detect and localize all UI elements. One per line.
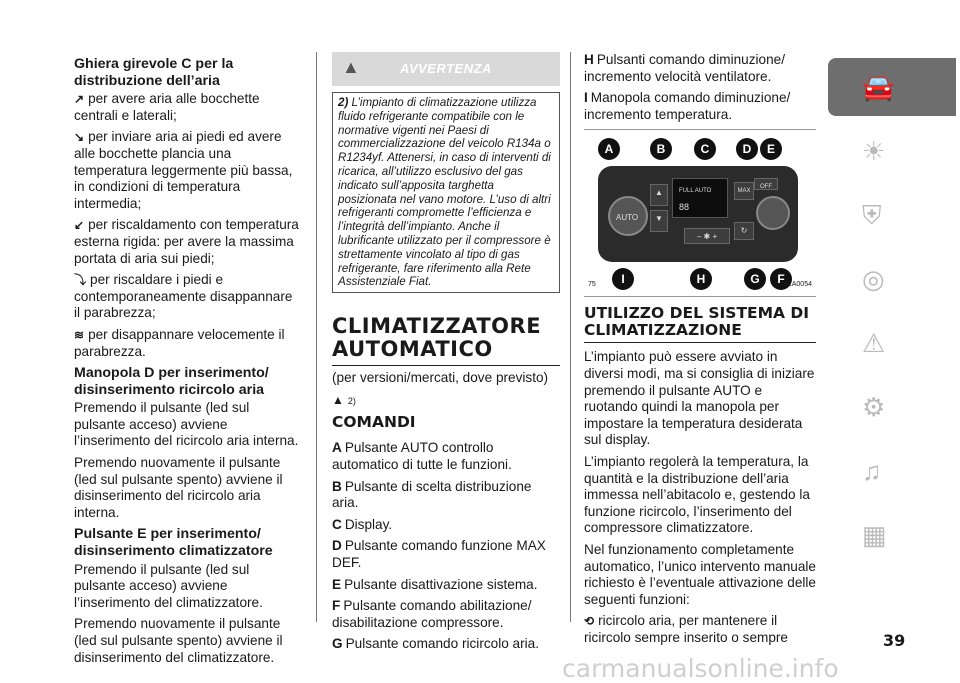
control-item	[584, 52, 816, 85]
control-item	[332, 598, 560, 631]
controls-list-continued	[584, 52, 816, 123]
control-description: Display.	[344, 516, 393, 532]
figure-callout: B	[650, 138, 672, 160]
off-button: OFF	[754, 178, 778, 190]
ref-note: ▲ 2)	[332, 392, 356, 407]
display-mode: FULL AUTO	[679, 188, 712, 195]
warning-box	[332, 92, 560, 293]
defrost-icon: ≋	[74, 327, 85, 342]
car-info-icon: 🚘	[862, 72, 895, 102]
heading-air-distribution: Ghiera girevole C per la distribuzione dell’aria	[74, 56, 234, 89]
control-description: Pulsante comando ricircolo aria.	[345, 636, 540, 652]
paragraph: Premendo il pulsante (led sul pulsante acceso) avviene l’inserimento del climatizzatore.	[74, 561, 263, 610]
figure-callout: F	[770, 268, 792, 290]
warning-header	[332, 52, 560, 86]
figure-callout: D	[736, 138, 758, 160]
control-letter: A	[332, 440, 342, 456]
section-title: CLIMATIZZATORE AUTOMATICO	[332, 315, 560, 366]
figure-callout: C	[694, 138, 716, 160]
warning-triangle-icon: ▲	[342, 57, 360, 77]
control-letter: E	[332, 576, 342, 592]
control-letter: D	[332, 538, 342, 554]
safety-icon: ⛨	[862, 200, 882, 230]
tab-warning-lights[interactable]	[828, 122, 956, 180]
control-letter: F	[332, 598, 341, 614]
recirculation-icon: ⟲	[584, 614, 595, 629]
column-divider	[316, 52, 317, 622]
column-3	[584, 52, 816, 651]
distribution-button: ▼	[650, 210, 668, 232]
control-letter: B	[332, 478, 342, 494]
paragraph: Premendo nuovamente il pulsante (led sul pulsante spento) avviene il disinserimento del climatizzatore.	[74, 616, 283, 665]
multimedia-icon: ♫	[862, 456, 882, 486]
control-description: Pulsante AUTO controllo automatico di tutte le funzioni.	[332, 440, 512, 472]
warning-title: AVVERTENZA	[400, 61, 492, 76]
paragraph: ↘ per inviare aria ai piedi ed avere alle bocchette plancia una temperatura leggermente più bassa, in condizioni di temperatura intermedia;	[74, 129, 293, 211]
tab-safety[interactable]	[828, 186, 956, 244]
paragraph: L’impianto regolerà la temperatura, la quantità e la distribuzione dell’aria immessa nell’abitacolo e, gestendo la funzione ricircolo, l’inserimento del compressore climatizzatore.	[584, 453, 810, 536]
page-number: 39	[883, 631, 906, 650]
column-divider	[570, 52, 571, 622]
control-description: Pulsante disattivazione sistema.	[344, 576, 538, 592]
paragraph: ≋ per disappannare velocemente il parabrezza.	[74, 326, 285, 359]
heading-climate-button: Pulsante E per inserimento/ disinserimento climatizzatore	[74, 526, 273, 560]
tab-emergency[interactable]	[828, 314, 956, 372]
control-letter: C	[332, 516, 342, 532]
paragraph: Premendo il pulsante (led sul pulsante acceso) avviene l’inserimento del ricircolo aria interna.	[74, 400, 299, 449]
vent-feet-icon: ↙	[74, 218, 85, 233]
figure-callout: I	[612, 268, 634, 290]
subtitle: (per versioni/mercati, dove previsto)	[332, 370, 549, 386]
figure-callout: E	[760, 138, 782, 160]
tab-index[interactable]	[828, 506, 956, 564]
control-description: Pulsante di scelta distribuzione aria.	[332, 478, 532, 511]
paragraph: ↗ per avere aria alle bocchette centrali e laterali;	[74, 91, 260, 123]
climate-panel-figure	[584, 129, 816, 297]
tab-driving[interactable]	[828, 250, 956, 308]
section-title: UTILIZZO DEL SISTEMA DI CLIMATIZZAZIONE	[584, 305, 816, 343]
figure-callout: G	[744, 268, 766, 290]
display-digits: 88	[679, 202, 690, 213]
control-item	[332, 517, 560, 534]
warning-text: L’impianto di climatizzazione utilizza fluido refrigerante compatibile con le normative vigenti nei Paesi di commercializzazione del veicolo R134a o R1234yf. Attenersi, in caso di interventi di ricarica, all’utilizzo esclusivo del gas indicato sull’apposita targhetta posizionata nel vano motore. L’uso di altri refrigeranti compromette l’efficienza e l’integrità dell’impianto. Anche il lubrificante utilizzato per il compressore è strettamente vincolato al tipo di gas refrigerante, fare riferimento alla Rete Assistenziale Fiat.	[338, 96, 551, 289]
vent-face-icon: ↗	[74, 92, 85, 107]
control-description: Pulsanti comando diminuzione/ incremento velocità ventilatore.	[584, 52, 785, 84]
control-item	[332, 538, 560, 571]
control-description: Pulsante comando funzione MAX DEF.	[332, 538, 546, 570]
vent-feet-defrost-icon: ⤵	[74, 273, 87, 288]
column-2	[332, 52, 560, 658]
maintenance-icon: ⚙	[862, 392, 886, 422]
recirculation-button: ↻	[734, 222, 754, 240]
paragraph: L’impianto può essere avviato in diversi modi, ma si consiglia di iniziare premendo il pulsante AUTO e ruotando quindi la manopola per impostare la temperatura desiderata sul display.	[584, 349, 815, 448]
figure-code: F1A0054	[783, 280, 812, 288]
paragraph: ⟲ ricircolo aria, per mantenere il ricircolo sempre inserito o sempre	[584, 613, 788, 645]
compressor-knob	[756, 196, 790, 230]
control-letter: G	[332, 636, 343, 652]
fan-speed-buttons: – ✱ +	[684, 228, 730, 244]
controls-title: COMANDI	[332, 413, 416, 432]
warning-lights-icon: ☀	[862, 136, 886, 166]
control-item	[332, 577, 560, 594]
distribution-button: ▲	[650, 184, 668, 206]
climate-control-panel	[598, 166, 798, 262]
paragraph: Premendo nuovamente il pulsante (led sul pulsante spento) avviene il disinserimento del ricircolo aria interna.	[74, 455, 283, 520]
warning-triangle-icon: ▲	[332, 392, 344, 407]
column-1	[74, 52, 300, 671]
emergency-icon: ⚠	[862, 328, 886, 358]
warning-number: 2)	[338, 96, 349, 109]
controls-list	[332, 440, 560, 653]
tab-multimedia[interactable]	[828, 442, 956, 500]
index-icon: ▦	[862, 520, 887, 550]
control-letter: I	[584, 90, 588, 106]
tab-maintenance[interactable]	[828, 378, 956, 436]
control-item	[332, 636, 560, 653]
control-item	[332, 440, 560, 473]
vent-face-feet-icon: ↘	[74, 130, 85, 145]
control-description: Pulsante comando abilitazione/ disabilitazione compressore.	[332, 598, 532, 630]
paragraph: ⤵ per riscaldare i piedi e contemporaneamente disappannare il parabrezza;	[74, 272, 293, 321]
auto-button-label: AUTO	[616, 213, 639, 223]
steering-wheel-icon: ◎	[862, 264, 885, 294]
figure-callout: H	[690, 268, 712, 290]
figure-callout: A	[598, 138, 620, 160]
control-description: Manopola comando diminuzione/ incremento temperatura.	[584, 90, 791, 122]
heading-recirculation: Manopola D per inserimento/ disinserimento ricircolo aria	[74, 365, 269, 398]
tab-car-info[interactable]	[828, 58, 956, 116]
chapter-sidebar	[828, 58, 956, 570]
paragraph: ↙ per riscaldamento con temperatura esterna rigida: per avere la massima portata di aria sui piedi;	[74, 217, 299, 266]
max-def-button: MAX	[734, 182, 754, 200]
watermark: carmanualsonline.info	[562, 654, 839, 683]
control-item	[584, 90, 816, 123]
paragraph: Nel funzionamento completamente automatico, l’unico intervento manuale richiesto è l’eventuale attivazione delle seguenti funzioni:	[584, 541, 816, 607]
figure-number: 75	[588, 280, 596, 288]
control-letter: H	[584, 52, 594, 67]
display	[672, 178, 728, 218]
control-item	[332, 479, 560, 512]
